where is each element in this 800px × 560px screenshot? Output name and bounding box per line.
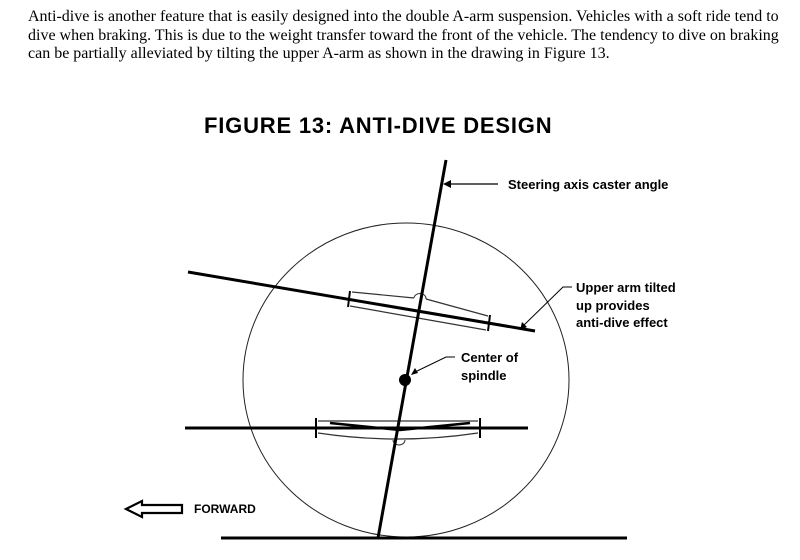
upper-arm-line <box>188 272 535 331</box>
upper-arm-label-line2: up provides <box>576 297 650 313</box>
upper-arm-label-line1: Upper arm tilted <box>576 280 676 295</box>
steering-axis-line <box>378 160 446 538</box>
spindle-leader <box>411 357 455 375</box>
upper-arm-label <box>576 279 676 332</box>
upper-arm-leader <box>520 287 572 330</box>
spindle-center-dot <box>399 374 411 386</box>
spindle-label-line1: Center of <box>461 350 519 365</box>
figure-title: FIGURE 13: ANTI-DIVE DESIGN <box>204 113 553 138</box>
upper-arm-label-line3: anti-dive effect <box>576 315 668 330</box>
forward-arrow-icon <box>126 501 182 517</box>
steering-axis-label: Steering axis caster angle <box>508 177 669 192</box>
forward-label: FORWARD <box>194 502 256 516</box>
spindle-label-line2: spindle <box>461 367 507 383</box>
steering-axis-leader <box>443 180 498 188</box>
spindle-label <box>461 349 518 384</box>
body-paragraph: Anti-dive is another feature that is easily designed into the double A-arm suspension. Vehicles with a soft ride tend to dive when braking. This is due to the weight transfer toward the front of the vehicle. The tendency to dive on braking can be partially alleviated by tilting the upper A-arm as shown in the drawing in Figure 13. <box>28 8 779 62</box>
